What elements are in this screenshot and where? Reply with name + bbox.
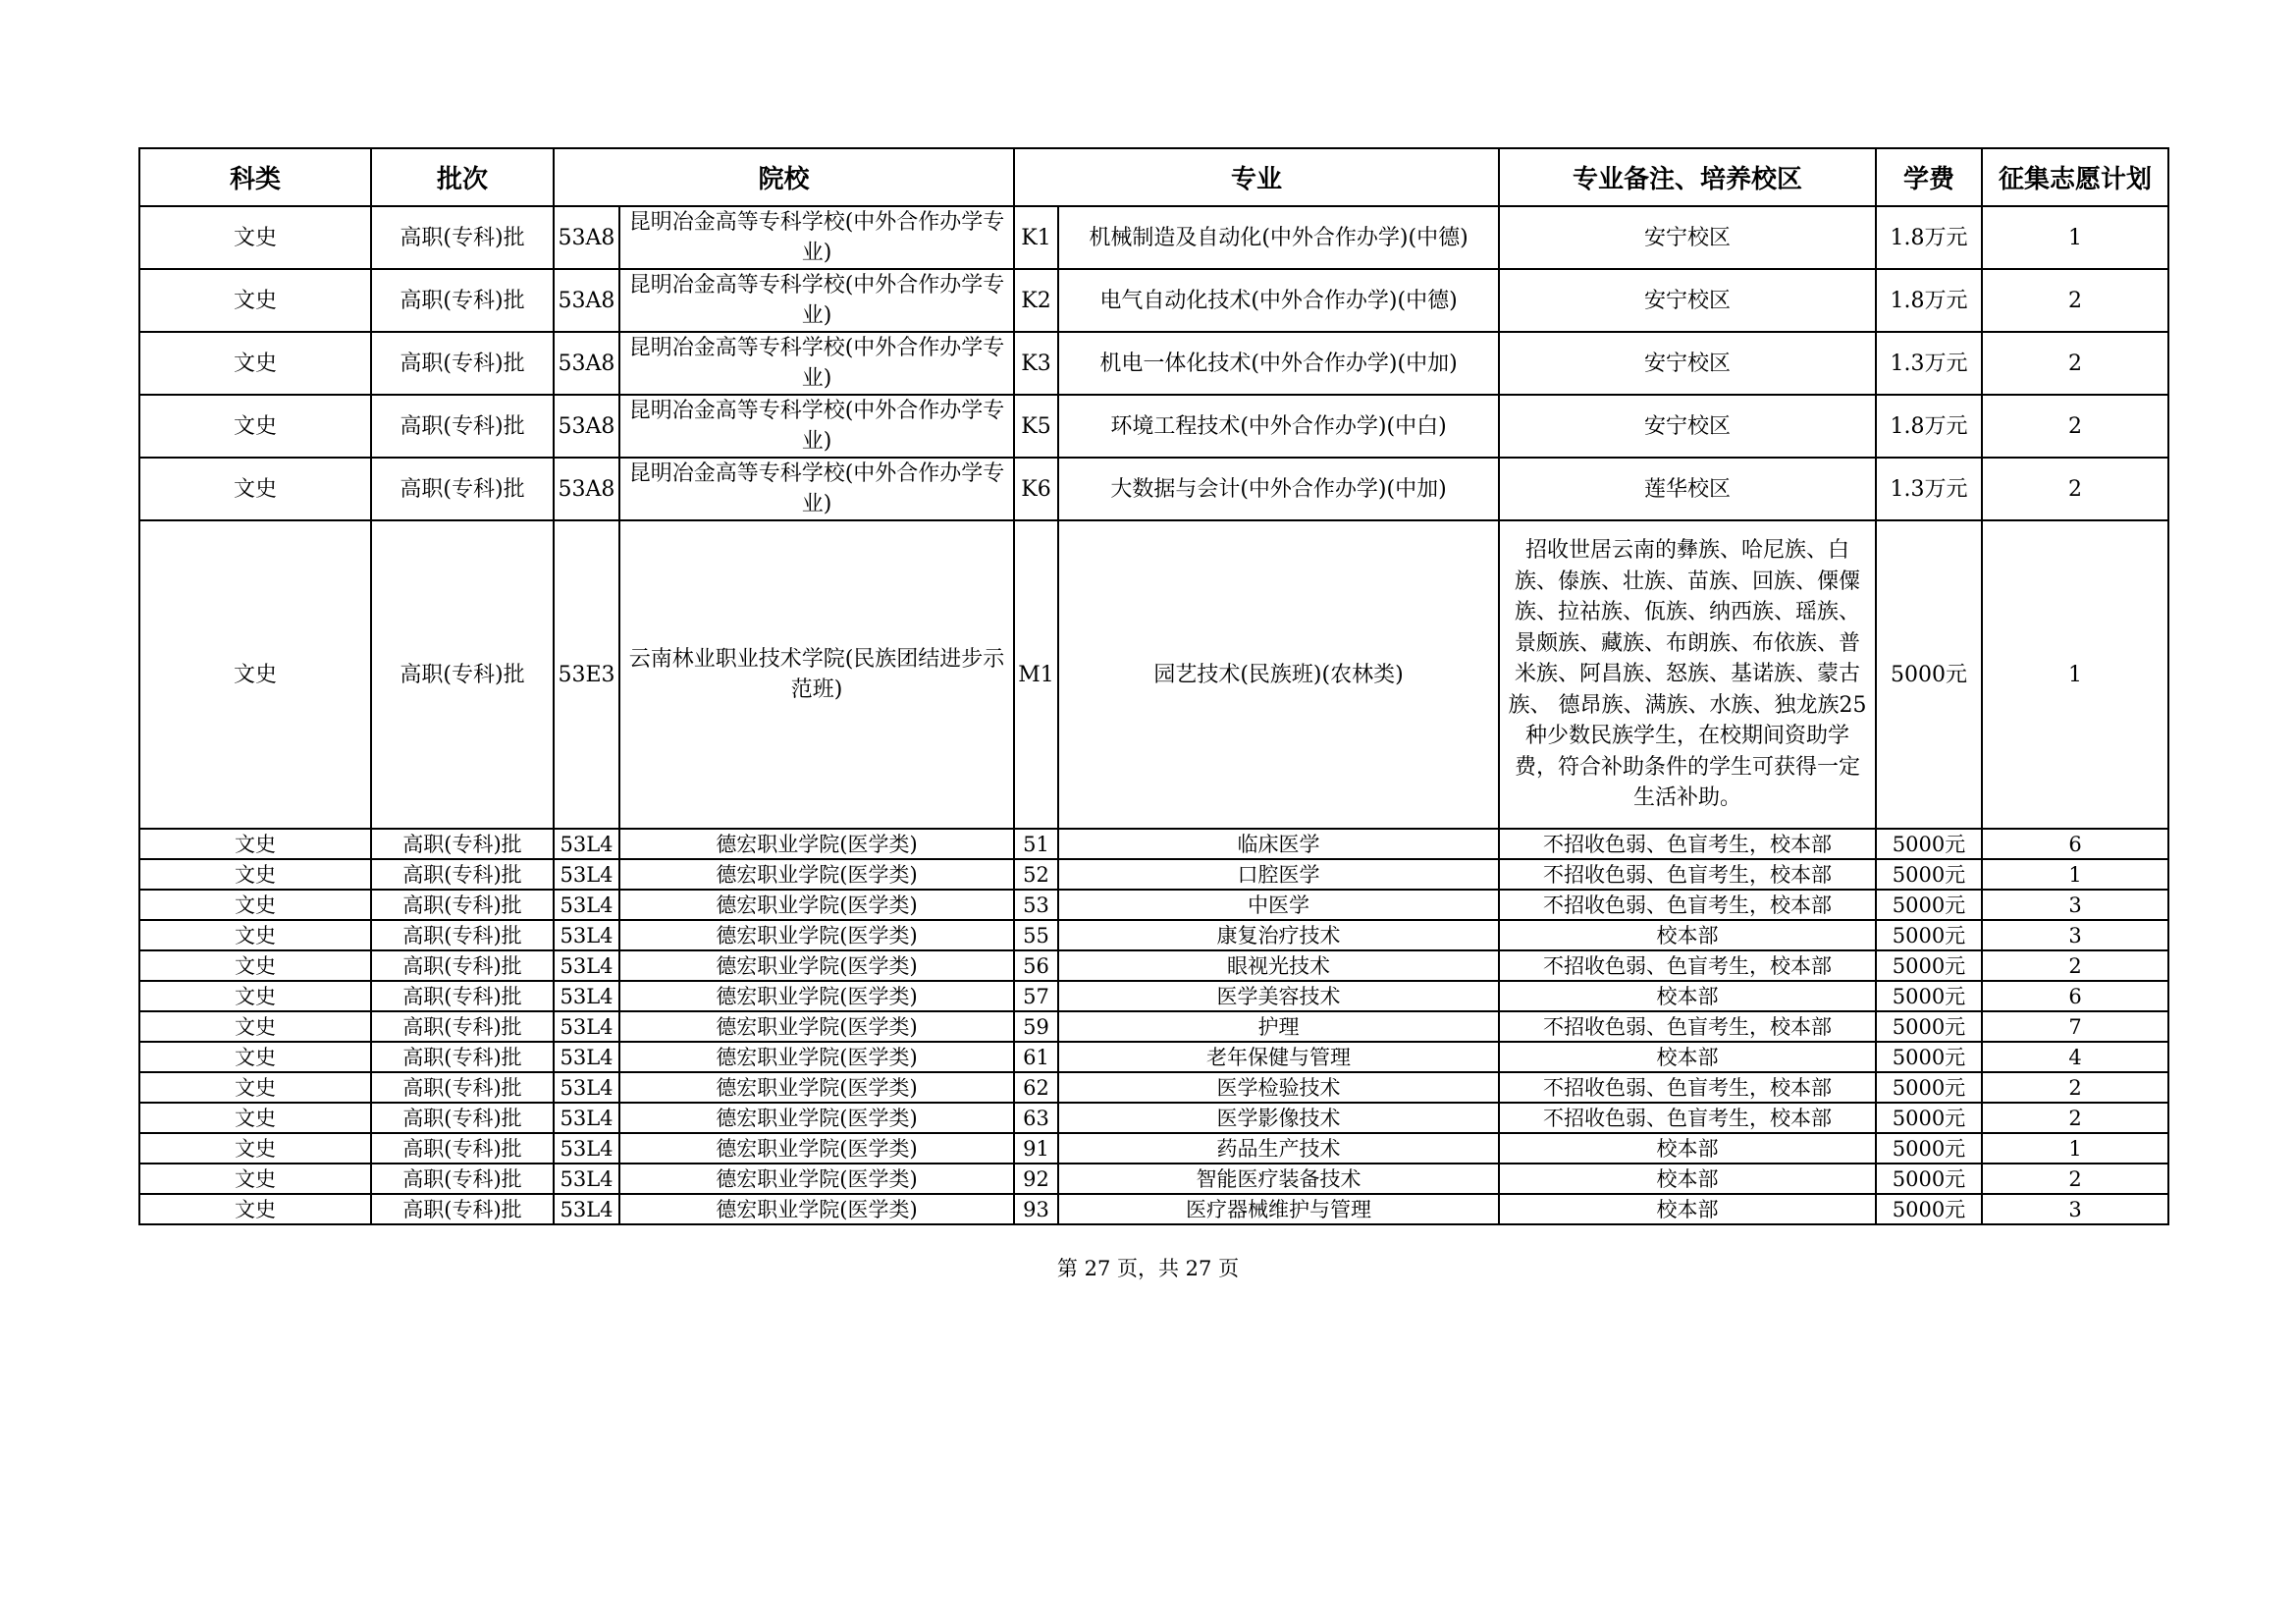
cell-category: 文史 [139, 1164, 371, 1194]
cell-remarks: 校本部 [1499, 1042, 1876, 1072]
cell-category: 文史 [139, 981, 371, 1011]
cell-category: 文史 [139, 829, 371, 859]
cell-tuition: 5000元 [1876, 1133, 1982, 1164]
cell-tuition: 5000元 [1876, 1194, 1982, 1224]
cell-plan-count: 4 [1982, 1042, 2168, 1072]
header-plan: 征集志愿计划 [1982, 148, 2168, 206]
cell-school-code: 53L4 [554, 1194, 619, 1224]
cell-school-code: 53L4 [554, 829, 619, 859]
cell-school-name: 德宏职业学院(医学类) [619, 1164, 1014, 1194]
cell-school-name: 德宏职业学院(医学类) [619, 920, 1014, 950]
cell-school-code: 53A8 [554, 332, 619, 395]
cell-major-name: 临床医学 [1058, 829, 1499, 859]
table-header-row [139, 148, 2168, 206]
cell-batch: 高职(专科)批 [371, 1164, 554, 1194]
cell-remarks: 不招收色弱、色盲考生，校本部 [1499, 1103, 1876, 1133]
cell-school-code: 53L4 [554, 1103, 619, 1133]
cell-category: 文史 [139, 269, 371, 332]
cell-school-name: 德宏职业学院(医学类) [619, 950, 1014, 981]
cell-major-name: 大数据与会计(中外合作办学)(中加) [1058, 458, 1499, 520]
cell-tuition: 1.8万元 [1876, 269, 1982, 332]
cell-remarks: 不招收色弱、色盲考生，校本部 [1499, 890, 1876, 920]
cell-plan-count: 7 [1982, 1011, 2168, 1042]
cell-major-name: 智能医疗装备技术 [1058, 1164, 1499, 1194]
table-row [139, 1164, 2168, 1194]
cell-school-name: 德宏职业学院(医学类) [619, 1042, 1014, 1072]
cell-category: 文史 [139, 332, 371, 395]
cell-major-code: 92 [1014, 1164, 1058, 1194]
cell-plan-count: 3 [1982, 890, 2168, 920]
cell-category: 文史 [139, 1133, 371, 1164]
header-remarks: 专业备注、培养校区 [1499, 148, 1876, 206]
cell-remarks: 校本部 [1499, 981, 1876, 1011]
cell-remarks: 莲华校区 [1499, 458, 1876, 520]
cell-major-code: M1 [1014, 520, 1058, 829]
table-row [139, 1103, 2168, 1133]
cell-category: 文史 [139, 206, 371, 269]
cell-major-name: 医学影像技术 [1058, 1103, 1499, 1133]
table-row [139, 859, 2168, 890]
cell-category: 文史 [139, 395, 371, 458]
cell-plan-count: 1 [1982, 859, 2168, 890]
cell-remarks: 校本部 [1499, 1133, 1876, 1164]
table-row [139, 458, 2168, 520]
cell-category: 文史 [139, 1103, 371, 1133]
table-row [139, 981, 2168, 1011]
cell-school-code: 53A8 [554, 206, 619, 269]
cell-major-code: 53 [1014, 890, 1058, 920]
cell-plan-count: 2 [1982, 1103, 2168, 1133]
cell-tuition: 5000元 [1876, 890, 1982, 920]
cell-tuition: 5000元 [1876, 859, 1982, 890]
cell-major-name: 医学检验技术 [1058, 1072, 1499, 1103]
cell-school-code: 53L4 [554, 920, 619, 950]
cell-plan-count: 1 [1982, 206, 2168, 269]
cell-remarks: 招收世居云南的彝族、哈尼族、白族、傣族、壮族、苗族、回族、傈僳族、拉祜族、佤族、纳西族、瑶族、景颇族、藏族、布朗族、布依族、普米族、阿昌族、怒族、基诺族、蒙古族、 德昂族、满族、水族、独龙族25种少数民族学生，在校期间资助学费，符合补助条件的学生可获得一定生活补助。 [1499, 520, 1876, 829]
cell-major-code: 55 [1014, 920, 1058, 950]
enrollment-table [138, 147, 2169, 1225]
cell-plan-count: 3 [1982, 1194, 2168, 1224]
cell-batch: 高职(专科)批 [371, 920, 554, 950]
cell-category: 文史 [139, 920, 371, 950]
cell-school-code: 53A8 [554, 269, 619, 332]
cell-category: 文史 [139, 890, 371, 920]
cell-tuition: 5000元 [1876, 950, 1982, 981]
cell-plan-count: 2 [1982, 395, 2168, 458]
cell-major-name: 医学美容技术 [1058, 981, 1499, 1011]
cell-remarks: 安宁校区 [1499, 395, 1876, 458]
table-row [139, 1133, 2168, 1164]
cell-plan-count: 2 [1982, 458, 2168, 520]
cell-major-code: 59 [1014, 1011, 1058, 1042]
cell-major-code: 57 [1014, 981, 1058, 1011]
cell-major-code: K6 [1014, 458, 1058, 520]
cell-school-code: 53E3 [554, 520, 619, 829]
cell-plan-count: 2 [1982, 950, 2168, 981]
cell-plan-count: 1 [1982, 1133, 2168, 1164]
cell-major-code: K5 [1014, 395, 1058, 458]
table-row [139, 206, 2168, 269]
cell-category: 文史 [139, 1194, 371, 1224]
cell-school-name: 昆明冶金高等专科学校(中外合作办学专业) [619, 332, 1014, 395]
cell-school-code: 53L4 [554, 1072, 619, 1103]
cell-school-name: 云南林业职业技术学院(民族团结进步示范班) [619, 520, 1014, 829]
table-body [139, 206, 2168, 1224]
cell-plan-count: 6 [1982, 981, 2168, 1011]
cell-school-name: 昆明冶金高等专科学校(中外合作办学专业) [619, 395, 1014, 458]
cell-tuition: 1.8万元 [1876, 395, 1982, 458]
cell-batch: 高职(专科)批 [371, 950, 554, 981]
cell-school-name: 德宏职业学院(医学类) [619, 1133, 1014, 1164]
cell-remarks: 校本部 [1499, 1164, 1876, 1194]
cell-school-code: 53A8 [554, 395, 619, 458]
cell-batch: 高职(专科)批 [371, 269, 554, 332]
cell-remarks: 不招收色弱、色盲考生，校本部 [1499, 1072, 1876, 1103]
cell-major-code: 61 [1014, 1042, 1058, 1072]
table-row [139, 332, 2168, 395]
cell-plan-count: 2 [1982, 269, 2168, 332]
cell-major-name: 眼视光技术 [1058, 950, 1499, 981]
cell-tuition: 5000元 [1876, 1072, 1982, 1103]
header-batch: 批次 [371, 148, 554, 206]
cell-batch: 高职(专科)批 [371, 1042, 554, 1072]
cell-major-name: 中医学 [1058, 890, 1499, 920]
cell-tuition: 5000元 [1876, 829, 1982, 859]
table-row [139, 269, 2168, 332]
cell-major-code: 51 [1014, 829, 1058, 859]
cell-tuition: 5000元 [1876, 520, 1982, 829]
cell-major-code: 91 [1014, 1133, 1058, 1164]
cell-tuition: 1.3万元 [1876, 458, 1982, 520]
cell-category: 文史 [139, 950, 371, 981]
table-row [139, 829, 2168, 859]
cell-remarks: 校本部 [1499, 920, 1876, 950]
cell-batch: 高职(专科)批 [371, 1194, 554, 1224]
cell-tuition: 5000元 [1876, 1042, 1982, 1072]
cell-major-name: 口腔医学 [1058, 859, 1499, 890]
cell-major-name: 康复治疗技术 [1058, 920, 1499, 950]
cell-plan-count: 2 [1982, 1164, 2168, 1194]
cell-school-name: 德宏职业学院(医学类) [619, 1072, 1014, 1103]
cell-school-name: 德宏职业学院(医学类) [619, 1103, 1014, 1133]
cell-school-code: 53L4 [554, 981, 619, 1011]
cell-major-name: 药品生产技术 [1058, 1133, 1499, 1164]
cell-category: 文史 [139, 1072, 371, 1103]
table-row [139, 1194, 2168, 1224]
table-row [139, 950, 2168, 981]
cell-school-name: 德宏职业学院(医学类) [619, 981, 1014, 1011]
header-tuition: 学费 [1876, 148, 1982, 206]
cell-remarks: 安宁校区 [1499, 332, 1876, 395]
cell-school-code: 53L4 [554, 950, 619, 981]
table-row [139, 890, 2168, 920]
cell-plan-count: 6 [1982, 829, 2168, 859]
cell-batch: 高职(专科)批 [371, 1133, 554, 1164]
cell-tuition: 1.3万元 [1876, 332, 1982, 395]
cell-batch: 高职(专科)批 [371, 458, 554, 520]
cell-remarks: 不招收色弱、色盲考生，校本部 [1499, 829, 1876, 859]
table-row [139, 1011, 2168, 1042]
page-footer: 第 27 页，共 27 页 [1056, 1257, 1240, 1280]
cell-school-code: 53L4 [554, 890, 619, 920]
cell-school-name: 德宏职业学院(医学类) [619, 1194, 1014, 1224]
cell-batch: 高职(专科)批 [371, 332, 554, 395]
header-major: 专业 [1014, 148, 1499, 206]
cell-plan-count: 2 [1982, 1072, 2168, 1103]
cell-major-code: K1 [1014, 206, 1058, 269]
cell-major-code: 56 [1014, 950, 1058, 981]
cell-remarks: 校本部 [1499, 1194, 1876, 1224]
cell-major-name: 电气自动化技术(中外合作办学)(中德) [1058, 269, 1499, 332]
table-row [139, 920, 2168, 950]
table-row [139, 520, 2168, 829]
cell-plan-count: 1 [1982, 520, 2168, 829]
cell-remarks: 不招收色弱、色盲考生，校本部 [1499, 1011, 1876, 1042]
cell-category: 文史 [139, 520, 371, 829]
cell-tuition: 5000元 [1876, 1011, 1982, 1042]
cell-tuition: 5000元 [1876, 981, 1982, 1011]
cell-school-name: 德宏职业学院(医学类) [619, 890, 1014, 920]
table-row [139, 1042, 2168, 1072]
cell-school-name: 德宏职业学院(医学类) [619, 859, 1014, 890]
cell-remarks: 安宁校区 [1499, 269, 1876, 332]
cell-remarks: 不招收色弱、色盲考生，校本部 [1499, 950, 1876, 981]
cell-school-name: 德宏职业学院(医学类) [619, 829, 1014, 859]
cell-batch: 高职(专科)批 [371, 520, 554, 829]
cell-category: 文史 [139, 1011, 371, 1042]
cell-batch: 高职(专科)批 [371, 395, 554, 458]
cell-major-code: 52 [1014, 859, 1058, 890]
header-category: 科类 [139, 148, 371, 206]
cell-major-name: 园艺技术(民族班)(农林类) [1058, 520, 1499, 829]
cell-batch: 高职(专科)批 [371, 1103, 554, 1133]
header-school: 院校 [554, 148, 1014, 206]
cell-tuition: 5000元 [1876, 1164, 1982, 1194]
cell-plan-count: 2 [1982, 332, 2168, 395]
cell-tuition: 5000元 [1876, 1103, 1982, 1133]
cell-major-name: 机电一体化技术(中外合作办学)(中加) [1058, 332, 1499, 395]
cell-major-code: 93 [1014, 1194, 1058, 1224]
cell-batch: 高职(专科)批 [371, 829, 554, 859]
cell-major-name: 护理 [1058, 1011, 1499, 1042]
cell-batch: 高职(专科)批 [371, 890, 554, 920]
cell-major-code: 62 [1014, 1072, 1058, 1103]
cell-school-code: 53L4 [554, 1164, 619, 1194]
cell-major-code: 63 [1014, 1103, 1058, 1133]
cell-batch: 高职(专科)批 [371, 981, 554, 1011]
cell-batch: 高职(专科)批 [371, 1072, 554, 1103]
cell-tuition: 1.8万元 [1876, 206, 1982, 269]
cell-category: 文史 [139, 1042, 371, 1072]
cell-major-code: K2 [1014, 269, 1058, 332]
cell-major-name: 老年保健与管理 [1058, 1042, 1499, 1072]
cell-remarks: 安宁校区 [1499, 206, 1876, 269]
cell-school-code: 53L4 [554, 859, 619, 890]
cell-school-code: 53L4 [554, 1011, 619, 1042]
cell-major-code: K3 [1014, 332, 1058, 395]
cell-major-name: 机械制造及自动化(中外合作办学)(中德) [1058, 206, 1499, 269]
cell-category: 文史 [139, 458, 371, 520]
table-row [139, 1072, 2168, 1103]
cell-remarks: 不招收色弱、色盲考生，校本部 [1499, 859, 1876, 890]
cell-school-name: 昆明冶金高等专科学校(中外合作办学专业) [619, 458, 1014, 520]
cell-batch: 高职(专科)批 [371, 206, 554, 269]
cell-school-code: 53L4 [554, 1042, 619, 1072]
cell-batch: 高职(专科)批 [371, 1011, 554, 1042]
cell-school-name: 昆明冶金高等专科学校(中外合作办学专业) [619, 269, 1014, 332]
cell-major-name: 医疗器械维护与管理 [1058, 1194, 1499, 1224]
cell-plan-count: 3 [1982, 920, 2168, 950]
cell-major-name: 环境工程技术(中外合作办学)(中白) [1058, 395, 1499, 458]
cell-school-code: 53A8 [554, 458, 619, 520]
cell-school-code: 53L4 [554, 1133, 619, 1164]
table-row [139, 395, 2168, 458]
cell-school-name: 昆明冶金高等专科学校(中外合作办学专业) [619, 206, 1014, 269]
cell-batch: 高职(专科)批 [371, 859, 554, 890]
cell-category: 文史 [139, 859, 371, 890]
cell-school-name: 德宏职业学院(医学类) [619, 1011, 1014, 1042]
cell-tuition: 5000元 [1876, 920, 1982, 950]
